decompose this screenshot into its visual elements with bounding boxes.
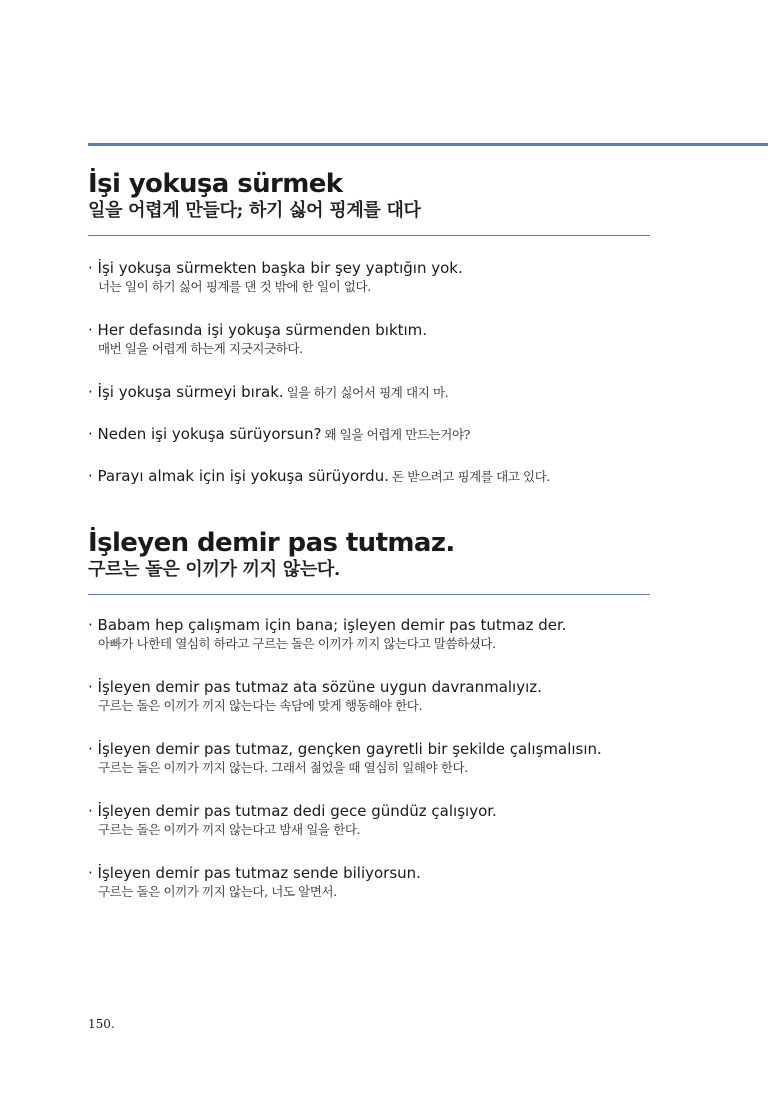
example-korean: 왜 일을 어렵게 만드는거야? <box>324 427 470 442</box>
example-turkish: · İşleyen demir pas tutmaz, gençken gayretli bir şekilde çalışmalısın. <box>88 740 602 758</box>
example-item <box>88 382 688 402</box>
example-turkish: · İşi yokuşa sürmeyi bırak. <box>88 383 284 401</box>
idiom-meaning: 구르는 돌은 이끼가 끼지 않는다. <box>88 559 340 580</box>
example-item <box>88 677 688 715</box>
idiom-section-2 <box>88 528 650 908</box>
example-korean: 일을 하기 싫어서 핑계 대지 마. <box>286 385 449 400</box>
example-item <box>88 863 688 901</box>
example-turkish: · Neden işi yokuşa sürüyorsun? <box>88 425 322 443</box>
example-turkish: · Babam hep çalışmam için bana; işleyen demir pas tutmaz der. <box>88 616 567 634</box>
top-divider <box>88 143 768 146</box>
example-item <box>88 258 688 296</box>
example-item <box>88 739 688 777</box>
section-divider <box>88 594 650 595</box>
example-korean: 아빠가 나한테 열심히 하라고 구르는 돌은 이끼가 끼지 않는다고 말씀하셨다. <box>98 636 496 651</box>
example-korean: 구르는 돌은 이끼가 끼지 않는다. 그래서 젊었을 때 열심히 일해야 한다. <box>98 760 468 775</box>
example-item <box>88 320 688 358</box>
example-turkish: · Her defasında işi yokuşa sürmenden bıktım. <box>88 321 428 339</box>
idiom-section-1 <box>88 169 650 499</box>
example-korean: 매번 일을 어렵게 하는게 지긋지긋하다. <box>98 341 303 356</box>
idiom-title: İşleyen demir pas tutmaz. <box>88 528 455 558</box>
example-turkish: · Parayı almak için işi yokuşa sürüyordu. <box>88 467 389 485</box>
example-item <box>88 466 688 486</box>
example-item <box>88 424 688 444</box>
example-korean: 돈 받으려고 핑계를 대고 있다. <box>391 469 550 484</box>
example-turkish: · İşi yokuşa sürmekten başka bir şey yaptığın yok. <box>88 259 463 277</box>
section-divider <box>88 235 650 236</box>
example-item <box>88 801 688 839</box>
example-korean: 구르는 돌은 이끼가 끼지 않는다, 너도 알면서. <box>98 884 337 899</box>
page-number: 150. <box>88 1017 115 1031</box>
example-turkish: · İşleyen demir pas tutmaz ata sözüne uygun davranmalıyız. <box>88 678 542 696</box>
example-korean: 너는 일이 하기 싫어 핑계를 댄 것 밖에 한 일이 없다. <box>98 279 371 294</box>
example-korean: 구르는 돌은 이끼가 끼지 않는다고 밤새 일을 한다. <box>98 822 361 837</box>
idiom-meaning: 일을 어렵게 만들다; 하기 싫어 핑계를 대다 <box>88 200 421 221</box>
example-korean: 구르는 돌은 이끼가 끼지 않는다는 속담에 맞게 행동해야 한다. <box>98 698 423 713</box>
example-turkish: · İşleyen demir pas tutmaz sende biliyorsun. <box>88 864 421 882</box>
idiom-title: İşi yokuşa sürmek <box>88 169 343 199</box>
example-item <box>88 615 688 653</box>
example-turkish: · İşleyen demir pas tutmaz dedi gece gündüz çalışıyor. <box>88 802 497 820</box>
